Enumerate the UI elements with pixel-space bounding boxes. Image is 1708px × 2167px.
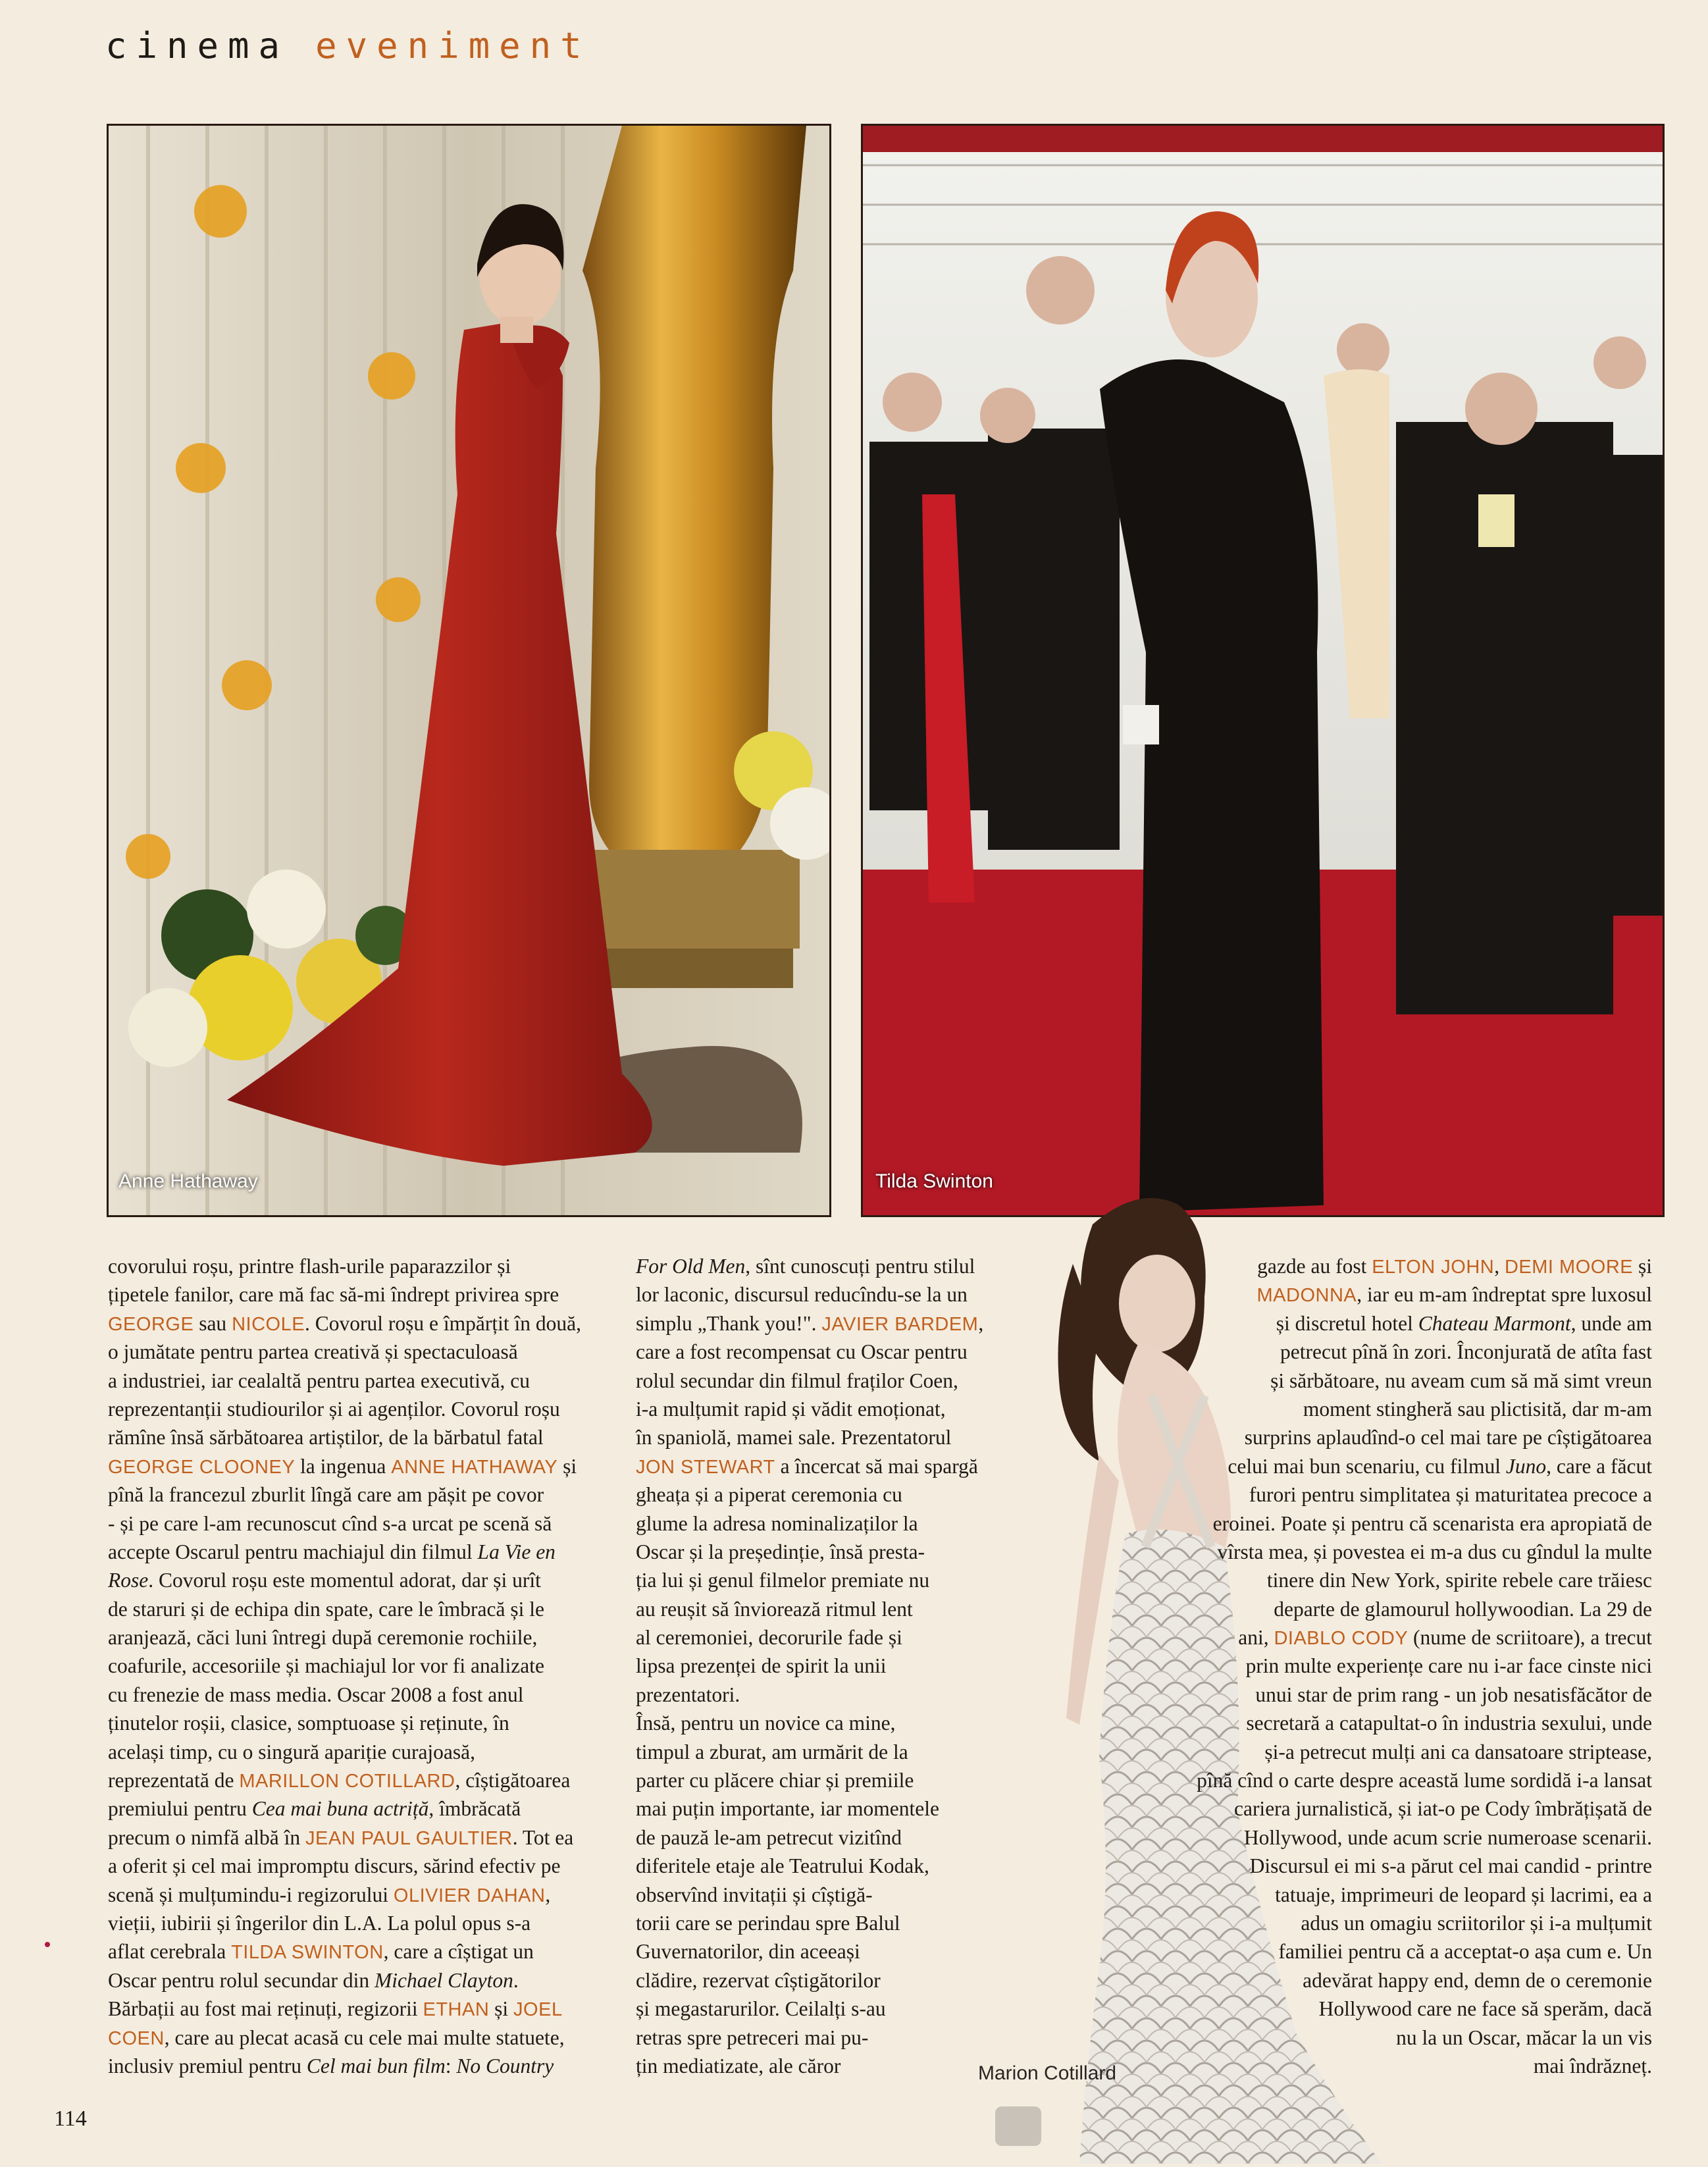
article-line [108,1766,581,1794]
article-line [108,1623,581,1652]
article-line [636,1881,983,1909]
article-line [108,1738,581,1766]
text-run: a industriei, iar cealaltă pentru partea executivă, cu [108,1369,531,1392]
text-run: furori pentru simplitatea și maturitatea precoce a [1249,1483,1652,1507]
text-run: același timp, cu o singură apariție curajoasă, [108,1740,476,1763]
text-run: (nume de scriitoare), a trecut [1408,1626,1652,1650]
article-column-2 [636,1252,983,2080]
text-run: diferitele etaje ale Teatrului Kodak, [636,1854,929,1878]
person-name: GEORGE [108,1313,194,1335]
text-run: lor laconic, discursul reducîndu-se la un [636,1283,968,1307]
text-run: surprins aplaudînd-o cel mai tare pe cîștigătoarea [1244,1426,1652,1449]
article-line [108,2052,581,2080]
text-run: , [978,1311,984,1335]
article-line [636,1766,983,1794]
text-run: mai îndrăzneț. [1533,2054,1652,2077]
article-line [636,1681,983,1709]
article-line [1197,1309,1652,1338]
person-name: TILDA SWINTON [231,1942,384,1964]
text-run: prin multe experiențe care nu i-ar face cinste nici [1245,1654,1652,1678]
text-run: , [545,1883,551,1906]
text-run: , iar eu m-am îndreptat spre luxosul [1357,1283,1652,1307]
article-line [636,1852,983,1880]
text-run: pînă cînd o carte despre această lume sordidă i-a lansat [1197,1769,1652,1792]
caption-tilda-swinton: Tilda Swinton [875,1170,993,1192]
photo-anne-hathaway [107,124,831,1217]
article-line [1197,1738,1652,1766]
article-line [636,1509,983,1538]
article-line [636,1452,983,1480]
italic-title: Rose [108,1569,149,1592]
text-run: nu la un Oscar, măcar la un vis [1396,2025,1652,2049]
text-run: care a fost recompensat cu Oscar pentru [636,1340,968,1364]
article-line [1197,1566,1652,1594]
article-line [108,1852,581,1880]
article-line [636,1566,983,1594]
person-name: ANNE HATHAWAY [391,1456,558,1478]
article-line [108,1252,581,1280]
text-run: și [1633,1255,1652,1278]
text-run: Bărbații au fost mai reținuți, regizorii [108,1997,423,2021]
text-run: unui star de prim rang - un job nesatisfăcător de [1255,1683,1652,1706]
article-line [108,1538,581,1566]
text-run: Hollywood, unde acum scrie numeroase scenarii. [1243,1825,1652,1849]
article-line [636,1595,983,1623]
text-run: țin mediatizate, ale căror [636,2054,841,2077]
article-line [108,1681,581,1709]
article-line [108,1566,581,1594]
article-line [636,1423,983,1451]
article-line [636,1367,983,1395]
article-line [108,1280,581,1309]
italic-title: Cel mai bun film [306,2054,446,2077]
article-line [1197,1338,1652,1366]
person-name: COEN [108,2027,165,2049]
text-run: scenă și mulțumindu-i regizorului [108,1883,394,1906]
text-run: ția lui și genul filmelor premiate nu [636,1569,930,1592]
text-run: familiei pentru că a acceptat-o așa cum e. Un [1278,1940,1652,1964]
article-line [108,1509,581,1538]
person-name: NICOLE [232,1313,305,1335]
article-line [108,1937,581,1966]
text-run: pînă la francezul zburlit lîngă care am pășit pe covor [108,1483,544,1507]
person-name: ELTON JOHN [1372,1257,1495,1278]
text-run: , unde am [1570,1311,1652,1335]
text-run: . [513,1968,519,1992]
text-run: lipsa prezenței de spirit la unii [636,1654,887,1678]
text-run: . Covorul roșu e împărțit în două, [305,1311,581,1335]
article-line [1197,1909,1652,1937]
section-label: cinema [105,25,290,66]
photo-tilda-swinton-image [863,126,1663,1215]
article-line [108,1367,581,1395]
section-header [105,25,591,66]
text-run: , cîștigătoarea [455,1769,571,1792]
article-line [108,1652,581,1680]
article-line [636,1338,983,1366]
text-run: țipetele fanilor, care mă fac să-mi îndrept privirea spre [108,1283,559,1307]
text-run: rolul secundar din filmul fraților Coen, [636,1369,958,1392]
person-name: DEMI MOORE [1504,1257,1634,1278]
article-line [636,1252,983,1280]
text-run: moment stingheră sau plictisită, dar m-am [1303,1397,1652,1421]
text-run: coafurile, accesoriile și machiajul lor vor fi analizate [108,1654,544,1678]
photo-tilda-swinton [861,124,1665,1217]
person-name: MADONNA [1256,1285,1357,1307]
text-run: timpul a zburat, am urmărit de la [636,1740,908,1763]
text-run: Oscar și la președinție, însă presta- [636,1540,925,1563]
text-run: și discretul hotel [1276,1311,1418,1335]
text-run: retras spre petreceri mai pu- [636,2025,869,2049]
article-line [1197,1538,1652,1566]
text-run: - și pe care l-am recunoscut cînd s-a urcat pe scenă să [108,1511,552,1535]
text-run: la ingenua [295,1454,392,1478]
text-run: i-a mulțumit rapid și vădit emoționat, [636,1397,946,1421]
article-line [636,1395,983,1423]
text-run: . Tot ea [512,1825,574,1849]
article-line [1197,1966,1652,1995]
article-line [1197,1452,1652,1480]
italic-title: For Old Men [636,1255,746,1278]
article-line [636,1623,983,1652]
text-run: o jumătate pentru partea creativă și spectaculoasă [108,1340,518,1364]
text-run: cariera jurnalistică, și iat-o pe Cody îmbrățișată de [1233,1797,1652,1821]
article-line [108,1909,581,1937]
text-run: în spaniolă, mamei sale. Prezentatorul [636,1426,952,1449]
article-line [108,1423,581,1451]
article-line [636,1480,983,1509]
caption-marion-cotillard: Marion Cotillard [978,2062,1117,2084]
article-line [1197,1395,1652,1423]
italic-title: La Vie en [477,1540,556,1563]
article-line [108,1480,581,1509]
text-run: și sărbătoare, nu aveam cum să mă simt vreun [1270,1369,1652,1392]
article-line [636,1937,983,1966]
text-run: a oferit și cel mai impromptu discurs, sărind efectiv pe [108,1854,561,1878]
text-run: inclusiv premiul pentru [108,2054,307,2077]
article-line [636,1995,983,2023]
article-line [1197,1509,1652,1538]
text-run: celui mai bun scenariu, cu filmul [1228,1454,1506,1478]
text-run: ținutelor roșii, clasice, somptuoase și reținute, în [108,1711,509,1735]
person-name: MARILLON COTILLARD [239,1771,455,1792]
article-line [108,1823,581,1852]
person-name: JAVIER BARDEM [821,1313,979,1335]
text-run: aranjează, căci luni întregi după ceremonie rochiile, [108,1626,538,1650]
italic-title: No Country [456,2054,554,2077]
text-run: a încercat să mai spargă [775,1454,978,1478]
text-run: reprezentată de [108,1769,240,1792]
text-run: gheața și a piperat ceremonia cu [636,1483,902,1507]
article-line [108,1709,581,1737]
article-line [1197,2052,1652,2080]
text-run: precum o nimfă albă în [108,1825,306,1849]
article-line [636,1652,983,1680]
text-run: simplu „Thank you!". [636,1311,822,1335]
article-line [636,1280,983,1309]
article-line [636,1538,983,1566]
article-line [1197,1823,1652,1852]
text-run: și [489,1997,514,2021]
article-line [636,2023,983,2052]
article-line [636,1709,983,1737]
text-run: : [445,2054,457,2077]
text-run: de pauză le-am petrecut vizitînd [636,1825,902,1849]
text-run: de staruri și de echipa din spate, care le îmbracă și le [108,1597,544,1621]
text-run: , sînt cunoscuți pentru stilul [745,1255,975,1278]
text-run: adus un omagiu scriitorilor și i-a mulțumit [1301,1911,1652,1935]
article-line [108,1395,581,1423]
text-run: secretară a catapultat-o în industria sexului, unde [1246,1711,1652,1735]
article-line [636,1794,983,1823]
text-run: Guvernatorilor, din aceeași [636,1940,860,1964]
text-run: , [1494,1255,1505,1278]
text-run: mai puțin importante, iar momentele [636,1797,939,1821]
text-run: , care a cîștigat un [383,1940,534,1964]
text-run: gazde au fost [1257,1255,1372,1278]
page-bullet-mark [45,1942,50,1947]
article-line [1197,1652,1652,1680]
subsection-label: eveniment [315,25,591,66]
text-run: reprezentanții studiourilor și ai agenților. Covorul roșu [108,1397,560,1421]
text-run: prezentatori. [636,1683,740,1706]
person-name: JOEL [513,1999,563,2021]
text-run: adevărat happy end, demn de o ceremonie [1303,1968,1652,1992]
person-name: ETHAN [423,1999,490,2021]
text-run: parter cu plăcere chiar și premiile [636,1769,914,1792]
article-line [108,1595,581,1623]
text-run: covorului roșu, printre flash-urile paparazzilor și [108,1255,511,1278]
article-line [1197,1280,1652,1309]
article-line [636,1309,983,1338]
text-run: tatuaje, imprimeuri de leopard și lacrimi, ea a [1275,1883,1652,1906]
person-name: DIABLO CODY [1274,1628,1409,1650]
article-column-1 [108,1252,581,2080]
text-run: sau [194,1311,232,1335]
article-line [108,1881,581,1909]
italic-title: Michael Clayton [375,1968,513,1992]
text-run: clădire, rezervat cîștigătorilor [636,1968,881,1992]
article-line [636,1823,983,1852]
text-run: eroinei. Poate și pentru că scenarista era apropiată de [1212,1511,1652,1535]
article-line [1197,1852,1652,1880]
article-line [108,2023,581,2052]
article-line [636,1738,983,1766]
photo-anne-hathaway-image [109,126,829,1215]
italic-title: Cea mai buna actriță [251,1797,429,1821]
article-column-3 [1197,1252,1652,2080]
person-name: GEORGE CLOONEY [108,1456,296,1478]
text-run: vîrsta mea, și povestea ei m-a dus cu gîndul la multe [1217,1540,1652,1563]
article-line [1197,1995,1652,2023]
text-run: rămîne însă sărbătoarea artiștilor, de la bărbatul fatal [108,1426,544,1449]
person-name: JEAN PAUL GAULTIER [305,1827,513,1849]
article-line [108,1338,581,1366]
italic-title: Juno [1505,1454,1547,1478]
text-run: departe de glamourul hollywoodian. La 29 de [1274,1597,1652,1621]
text-run: Discursul ei mi s-a părut cel mai candid - printre [1249,1854,1652,1878]
article-line [636,2052,983,2080]
article-line [1197,1937,1652,1966]
article-line [1197,1681,1652,1709]
text-run: observînd invitații și cîștigă- [636,1883,873,1906]
page-number: 114 [54,2106,87,2131]
text-run: accepte Oscarul pentru machiajul din filmul [108,1540,478,1563]
text-run: Oscar pentru rolul secundar din [108,1968,375,1992]
text-run: torii care se perindau spre Balul [636,1911,900,1935]
text-run: și [557,1454,577,1478]
text-run: , care a făcut [1546,1454,1652,1478]
text-run: glume la adresa nominalizaților la [636,1511,918,1535]
article-line [108,1995,581,2023]
text-run: aflat cerebrala [108,1940,232,1964]
article-line [108,1452,581,1480]
text-run: cu frenezie de mass media. Oscar 2008 a fost anul [108,1683,524,1706]
article-line [1197,1794,1652,1823]
article-line [1197,1766,1652,1794]
article-line [1197,2023,1652,2052]
text-run: tinere din New York, spirite rebele care trăiesc [1266,1569,1652,1592]
text-run: Hollywood care ne face să sperăm, dacă [1318,1997,1652,2021]
article-line [1197,1480,1652,1509]
text-run: petrecut pînă în zori. Înconjurată de atîta fast [1280,1340,1652,1364]
article-line [1197,1623,1652,1652]
article-line [1197,1709,1652,1737]
article-line [1197,1252,1652,1280]
person-name: JON STEWART [636,1456,775,1478]
text-run: ani, [1238,1626,1274,1650]
article-line [1197,1423,1652,1451]
text-run: premiului pentru [108,1797,252,1821]
text-run: și-a petrecut mulți ani ca dansatoare striptease, [1264,1740,1652,1763]
text-run: au reușit să înviorează ritmul lent [636,1597,913,1621]
text-run: vieții, iubirii și îngerilor din L.A. La polul opus s-a [108,1911,531,1935]
article-line [108,1309,581,1338]
article-line [1197,1367,1652,1395]
article-line [1197,1881,1652,1909]
text-run: , îmbrăcată [428,1797,521,1821]
article-line [108,1966,581,1995]
article-line [1197,1595,1652,1623]
caption-anne-hathaway: Anne Hathaway [118,1170,258,1192]
text-run: , care au plecat acasă cu cele mai multe statuete, [164,2025,565,2049]
text-run: și megastarurilor. Ceilalți s-au [636,1997,886,2021]
article-line [108,1794,581,1823]
article-line [636,1909,983,1937]
text-run: Însă, pentru un novice ca mine, [636,1711,896,1735]
article-line [636,1966,983,1995]
italic-title: Chateau Marmont [1418,1311,1571,1335]
text-run: . Covorul roșu este momentul adorat, dar și urît [148,1569,541,1592]
text-run: al ceremoniei, decorurile fade și [636,1626,902,1650]
person-name: OLIVIER DAHAN [393,1885,546,1906]
